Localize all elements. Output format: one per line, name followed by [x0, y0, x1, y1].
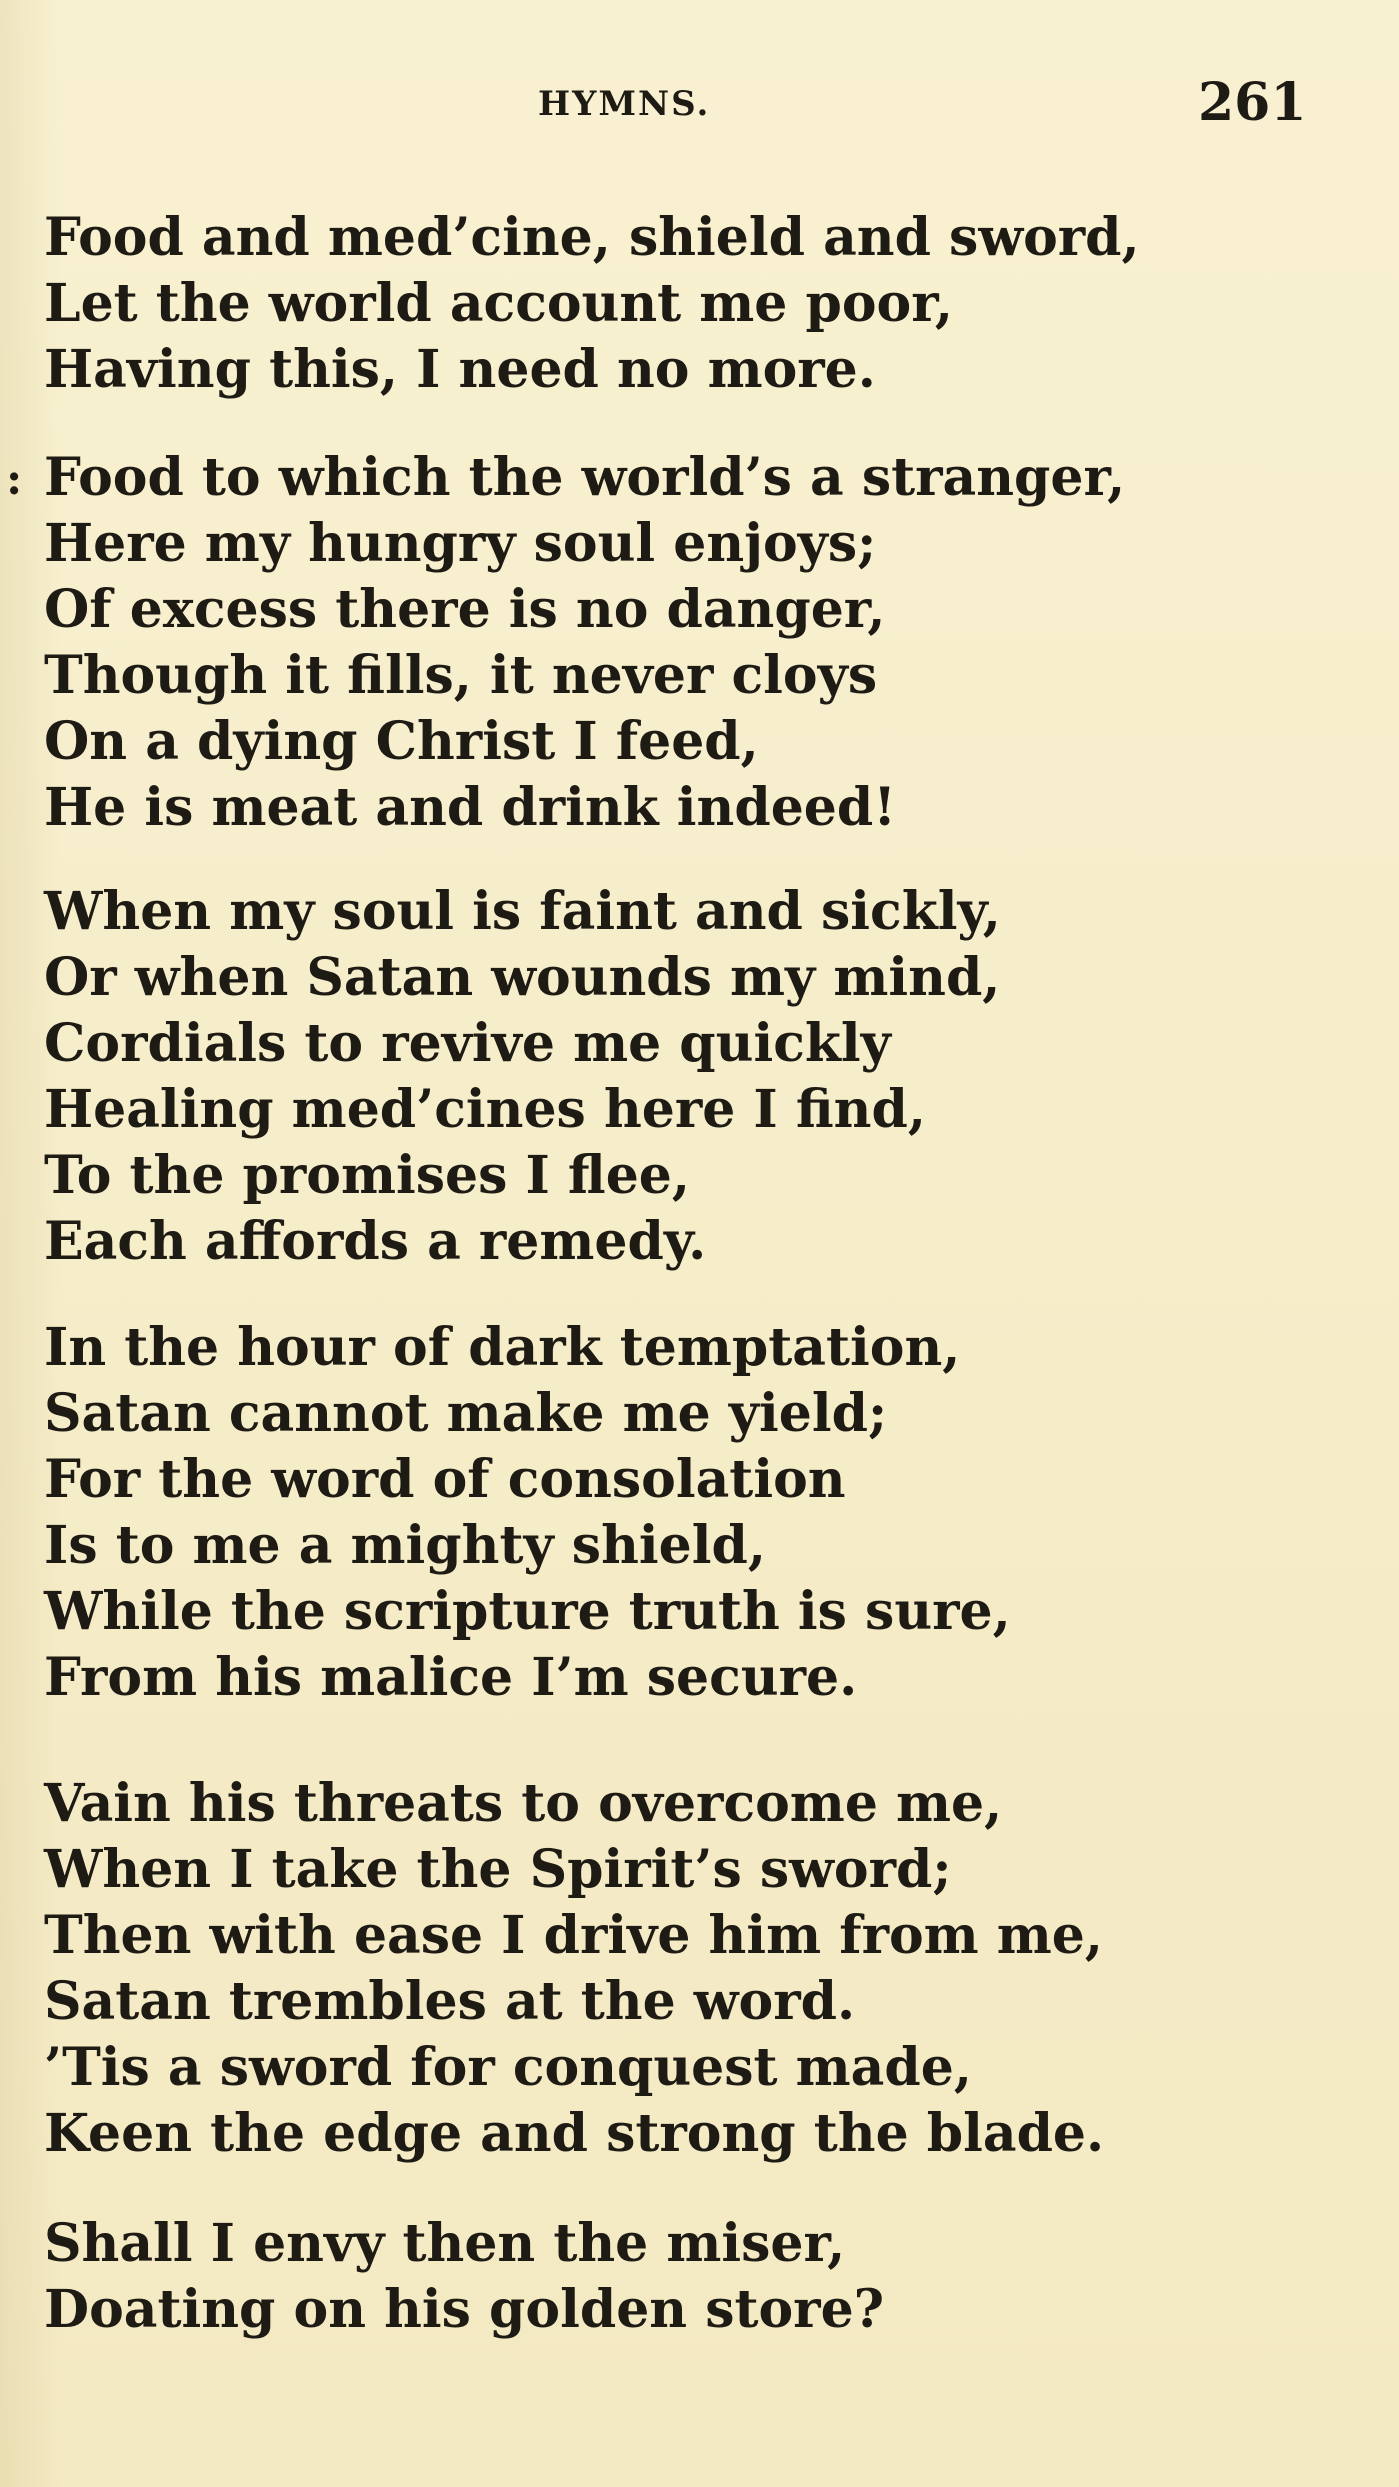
- page-number: 261: [1198, 72, 1307, 133]
- verse-line: When I take the Spirit’s sword;: [44, 1839, 952, 1900]
- margin-mark: :: [6, 454, 23, 505]
- verse-line: On a dying Christ I feed,: [44, 711, 759, 772]
- verse-line: Shall I envy then the miser,: [44, 2213, 846, 2274]
- verse-line: Is to me a mighty shield,: [44, 1515, 766, 1576]
- verse-line: Cordials to revive me quickly: [44, 1013, 891, 1074]
- verse-line: Satan cannot make me yield;: [44, 1383, 888, 1444]
- verse-line: Doating on his golden store?: [44, 2279, 885, 2340]
- verse-line: He is meat and drink indeed!: [44, 777, 897, 838]
- verse-line: While the scripture truth is sure,: [44, 1581, 1011, 1642]
- verse-line: For the word of consolation: [44, 1449, 846, 1510]
- verse-line: Though it fills, it never cloys: [44, 645, 878, 706]
- verse-line: Of excess there is no danger,: [44, 579, 886, 640]
- verse-line: In the hour of dark temptation,: [44, 1317, 961, 1378]
- verse-line: Satan trembles at the word.: [44, 1971, 856, 2032]
- verse-line: To the promises I flee,: [44, 1145, 690, 1206]
- verse-line: When my soul is faint and sickly,: [44, 881, 1001, 942]
- verse-line: ’Tis a sword for conquest made,: [44, 2037, 972, 2098]
- verse-line: Food and med’cine, shield and sword,: [44, 207, 1140, 268]
- verse-line: Here my hungry soul enjoys;: [44, 513, 877, 574]
- verse-line: Healing med’cines here I find,: [44, 1079, 926, 1140]
- verse-line: Then with ease I drive him from me,: [44, 1905, 1103, 1966]
- running-header: HYMNS.: [538, 84, 711, 124]
- verse-line: Or when Satan wounds my mind,: [44, 947, 1001, 1008]
- verse-line: Having this, I need no more.: [44, 339, 876, 400]
- verse-line: Keen the edge and strong the blade.: [44, 2103, 1105, 2164]
- verse-line: Each affords a remedy.: [44, 1211, 707, 1272]
- verse-line: From his malice I’m secure.: [44, 1647, 858, 1708]
- verse-line: Vain his threats to overcome me,: [44, 1773, 1003, 1834]
- verse-line: Let the world account me poor,: [44, 273, 953, 334]
- verse-line: Food to which the world’s a stranger,: [44, 447, 1126, 508]
